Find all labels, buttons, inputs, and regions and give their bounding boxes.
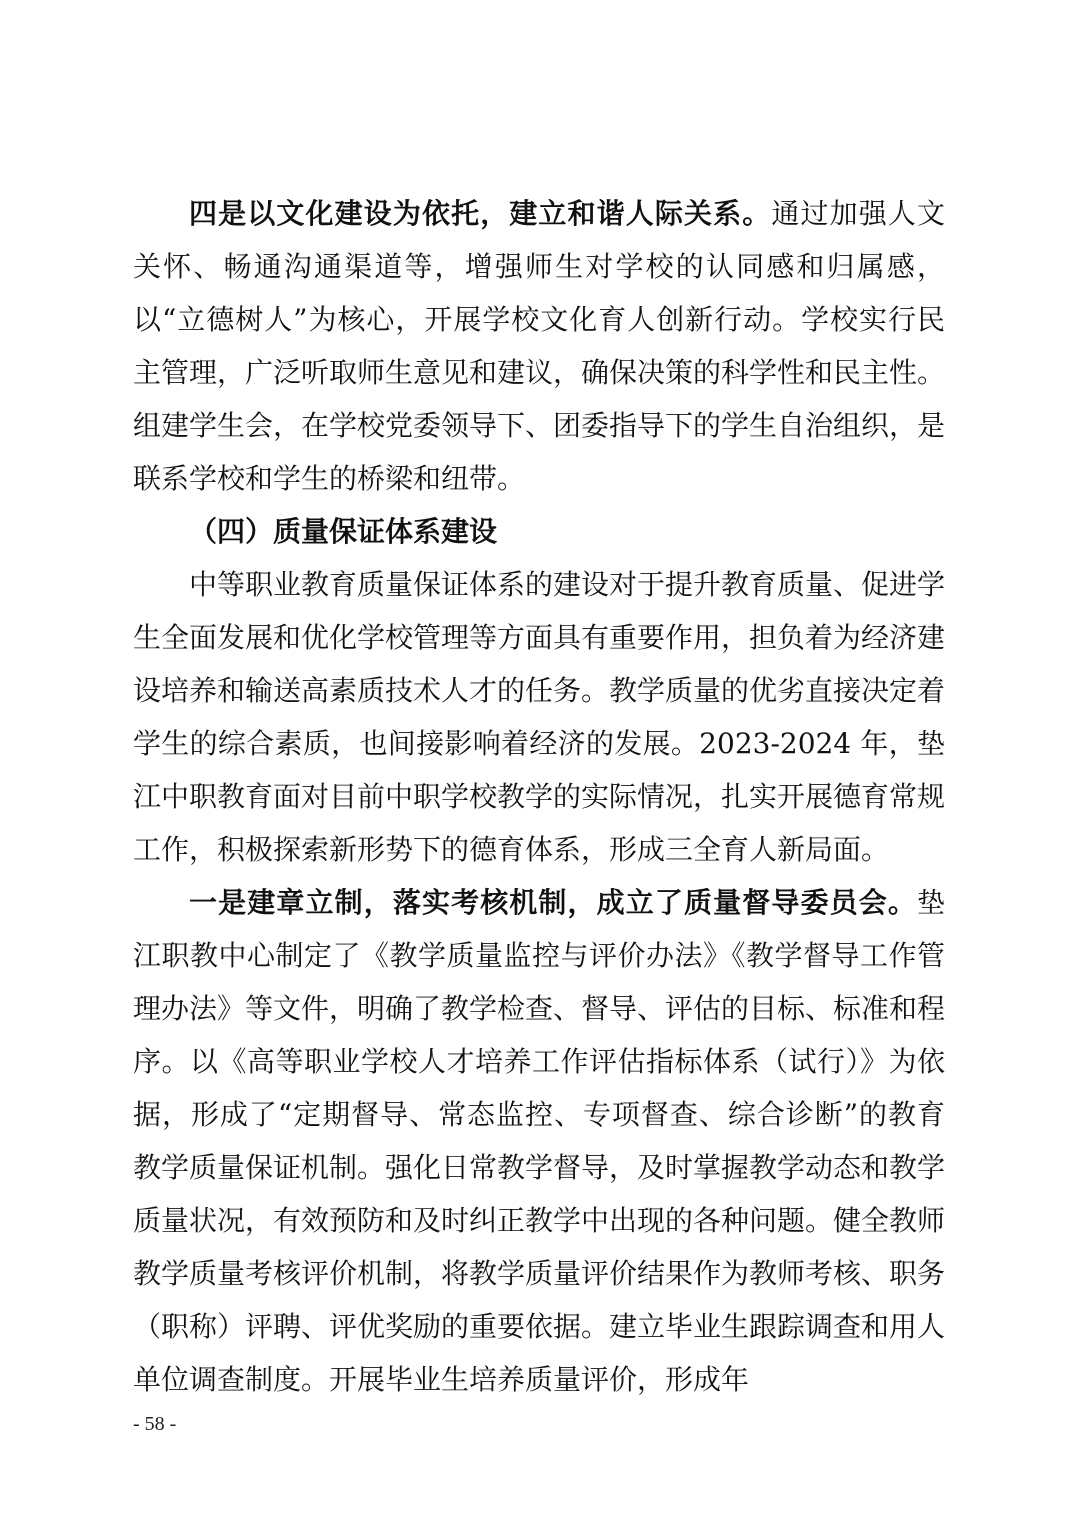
paragraph-text: 垫江职教中心制定了《教学质量监控与评价办法》《教学督导工作管理办法》等文件，明确了教学检查、督导、评估的目标、标准和程序。以《高等职业学校人才培养工作评估指标体系（试行）》为依据，形成了“定期督导、常态监控、专项督查、综合诊断”的教育教学质量保证机制。强化日常教学督导，及时掌握教学动态和教学质量状况，有效预防和及时纠正教学中出现的各种问题。健全教师教学质量考核评价机制，将教学质量评价结果作为教师考核、职务（职称）评聘、评优奖励的重要依据。建立毕业生跟踪调查和用人单位调查制度。开展毕业生培养质量评价，形成年: [133, 886, 946, 1396]
section-heading: （四）质量保证体系建设: [189, 515, 498, 548]
paragraph-text: 通过加强人文关怀、畅通沟通渠道等，增强师生对学校的认同感和归属感，以“立德树人”为核心，开展学校文化育人创新行动。学校实行民主管理，广泛听取师生意见和建议，确保决策的科学性和民主性。组建学生会，在学校党委领导下、团委指导下的学生自治组织，是联系学校和学生的桥梁和纽带。: [133, 197, 946, 495]
paragraph-lead: 四是以文化建设为依托，建立和谐人际关系。: [189, 197, 772, 230]
paragraph-supervision: [133, 876, 945, 1406]
paragraph-lead: 一是建章立制，落实考核机制，成立了质量督导委员会。: [189, 886, 917, 919]
page-body: [133, 187, 945, 1406]
paragraph-culture: [133, 187, 945, 505]
paragraph-quality-system: [133, 558, 945, 876]
paragraph-text: 中等职业教育质量保证体系的建设对于提升教育质量、促进学生全面发展和优化学校管理等方面具有重要作用，担负着为经济建设培养和输送高素质技术人才的任务。教学质量的优劣直接决定着学生的综合素质，也间接影响着经济的发展。2023-2024 年，垫江中职教育面对目前中职学校教学的实际情况，扎实开展德育常规工作，积极探索新形势下的德育体系，形成三全育人新局面。: [133, 568, 946, 866]
page-number: - 58 -: [133, 1413, 177, 1435]
